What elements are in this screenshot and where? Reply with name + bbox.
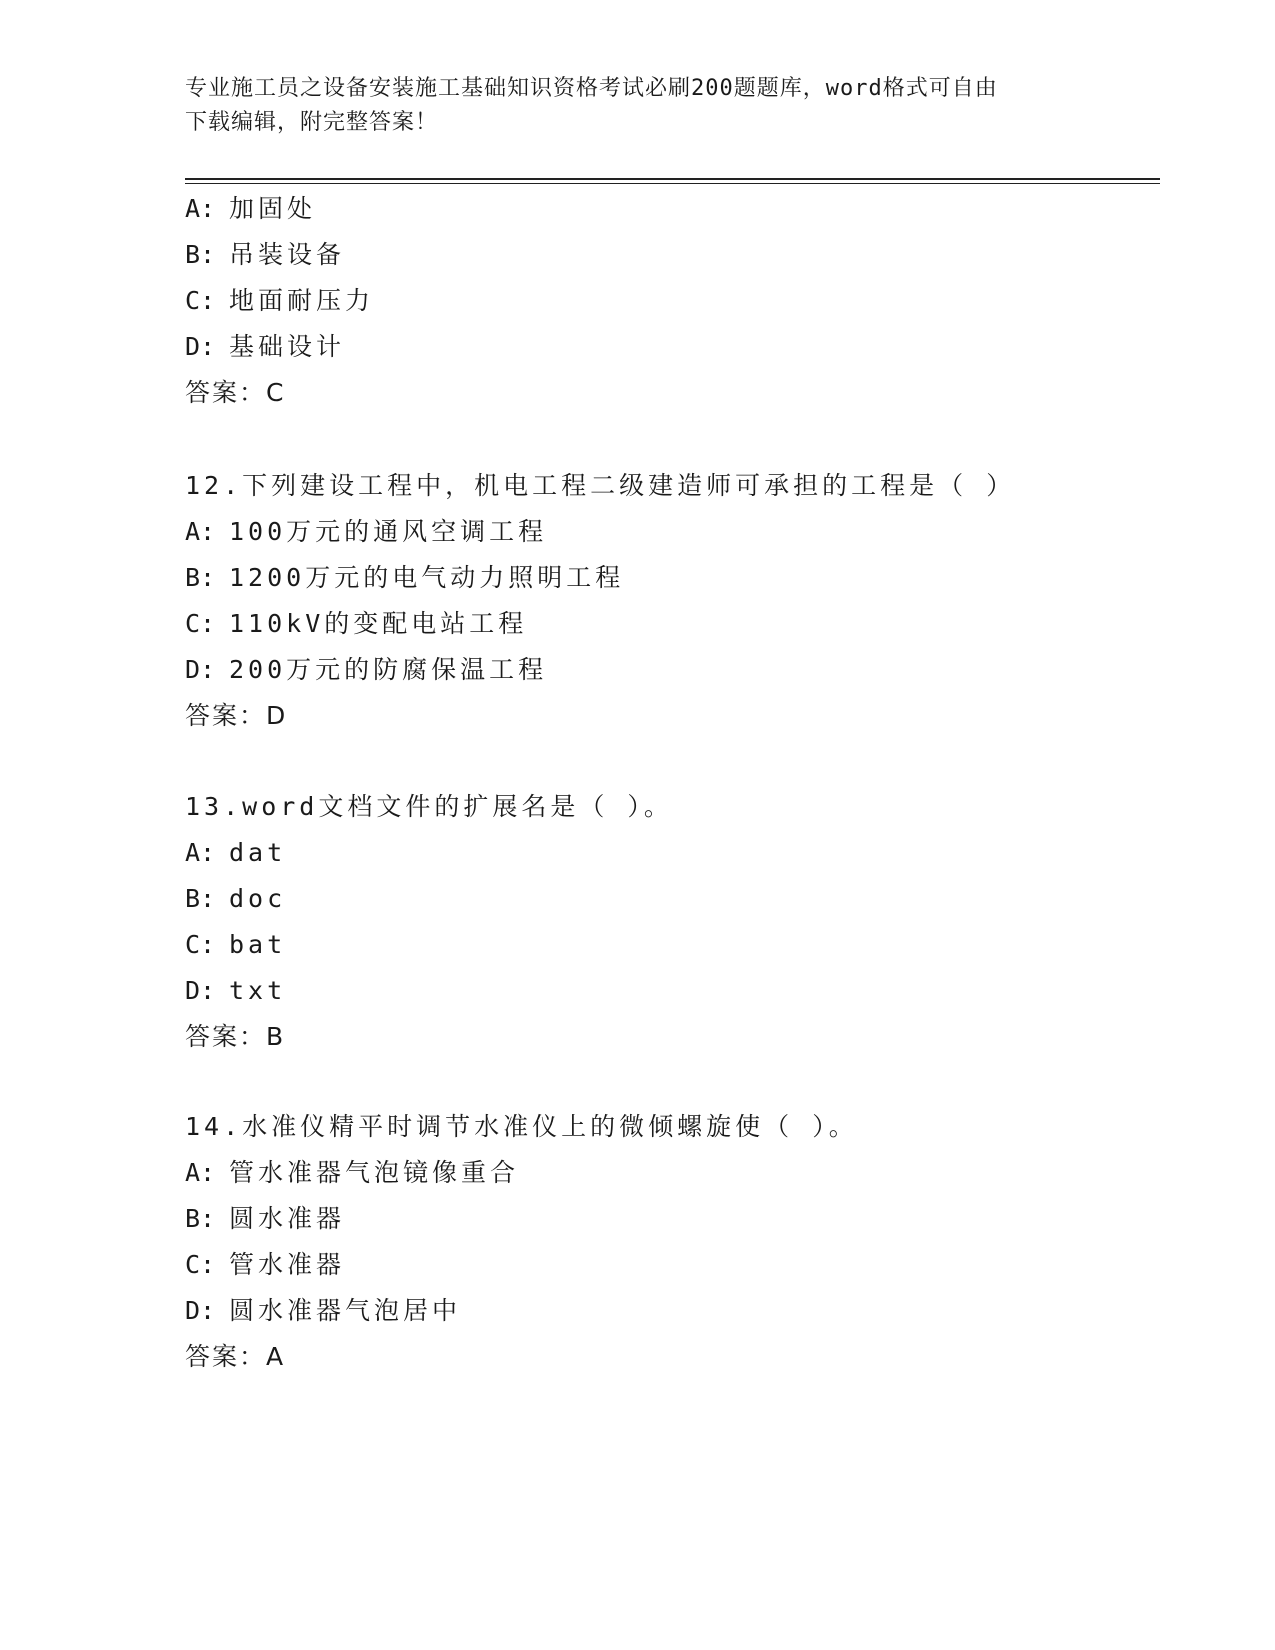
question-14 — [185, 1104, 1145, 1380]
question-11-continued — [185, 186, 1145, 416]
option-c: C: 地面耐压力 — [185, 286, 375, 315]
answer-line: 答案：B — [185, 1022, 286, 1051]
option-d: D: 200万元的防腐保温工程 — [185, 655, 548, 684]
option-d: D: 圆水准器气泡居中 — [185, 1296, 462, 1325]
option-b: B: 吊装设备 — [185, 240, 346, 269]
option-b: B: 1200万元的电气动力照明工程 — [185, 563, 625, 592]
option-a: A: dat — [185, 838, 287, 867]
option-b: B: 圆水准器 — [185, 1204, 346, 1233]
question-title: 14.水准仪精平时调节水准仪上的微倾螺旋使（ ）。 — [185, 1112, 858, 1141]
answer-line: 答案：D — [185, 701, 288, 730]
option-c: C: 管水准器 — [185, 1250, 346, 1279]
question-13 — [185, 784, 1145, 1060]
option-a: A: 加固处 — [185, 194, 317, 223]
header-divider-thin — [185, 183, 1160, 184]
question-title: 12.下列建设工程中，机电工程二级建造师可承担的工程是（ ） — [185, 471, 1016, 500]
question-title: 13.word文档文件的扩展名是（ ）。 — [185, 792, 673, 821]
option-c: C: bat — [185, 930, 287, 959]
option-d: D: 基础设计 — [185, 332, 346, 361]
header-line-1: 专业施工员之设备安装施工基础知识资格考试必刷200题题库，word格式可自由 — [185, 76, 998, 101]
document-header — [185, 72, 1085, 140]
option-a: A: 100万元的通风空调工程 — [185, 517, 548, 546]
header-line-2: 下载编辑，附完整答案！ — [185, 110, 439, 135]
option-c: C: 110kV的变配电站工程 — [185, 609, 528, 638]
answer-line: 答案：C — [185, 378, 286, 407]
option-d: D: txt — [185, 976, 287, 1005]
header-divider-thick — [185, 178, 1160, 180]
option-b: B: doc — [185, 884, 287, 913]
option-a: A: 管水准器气泡镜像重合 — [185, 1158, 520, 1187]
answer-line: 答案：A — [185, 1342, 286, 1371]
question-12 — [185, 463, 1145, 739]
